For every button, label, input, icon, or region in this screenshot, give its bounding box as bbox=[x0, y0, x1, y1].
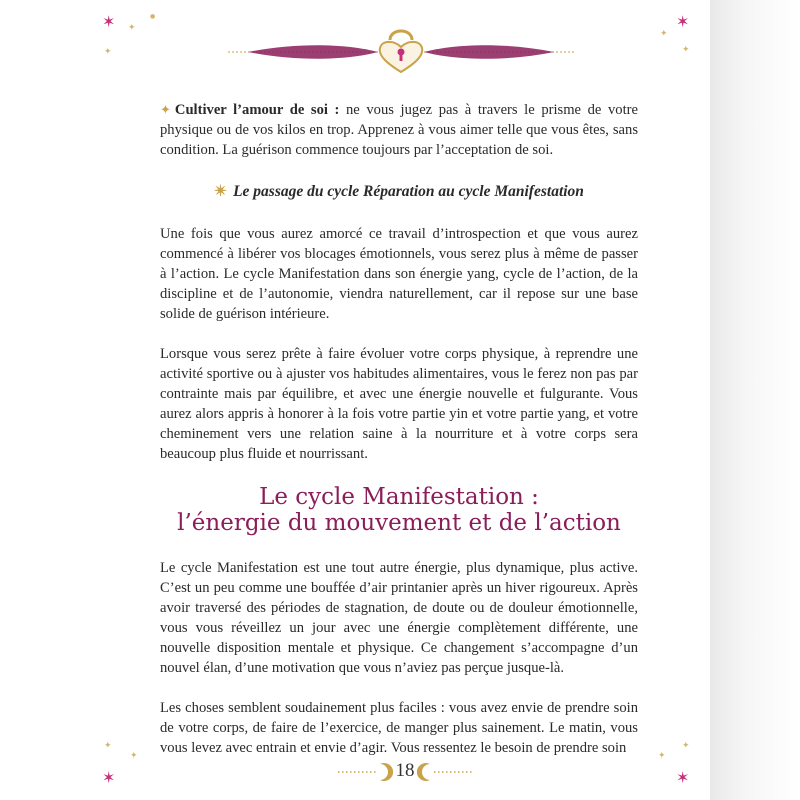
chapter-title-line1: Le cycle Manifestation : bbox=[259, 484, 539, 510]
body-paragraph: Le cycle Manifestation est une tout autre énergie, plus dynamique, plus active. C’est un peu comme une bouffée d’air printanier après un hiver rigoureux. Après avoir traversé des périodes de stagnation, de doute ou de douleur émotionnelle, vous vous réveillez un jour avec une énergie complètement différente, une nouvelle disposition mentale et physique. Ce changement s’accompagne d’un nouvel élan, d’une motivation que vous n’aviez pas perçue jusque-là. bbox=[160, 560, 638, 676]
chapter-title bbox=[160, 484, 638, 536]
corner-star-icon: ✶ bbox=[676, 12, 690, 31]
page-body bbox=[160, 100, 638, 778]
corner-star-icon: ✦ bbox=[128, 23, 136, 33]
body-paragraph: Une fois que vous aurez amorcé ce travail d’introspection et que vous aurez commencé à libérer vos blocages émotionnels, vous serez plus à même de passer à l’action. Le cycle Manifestation dans son énergie yang, cycle de l’action, de la discipline et de l’autonomie, viendra naturellement, car il repose sur une base solide de guérison intérieure. bbox=[160, 226, 638, 322]
sparkle-icon: ✴ bbox=[214, 183, 228, 200]
body-paragraph: Lorsque vous serez prête à faire évoluer votre corps physique, à reprendre une activité sportive ou à ajuster vos habitudes alimentaires, vous le ferez non pas par contrainte mais par équilibre, et avec une énergie nouvelle et fulgurante. Vous aurez alors appris à honorer à la fois votre partie yin et votre partie yang, et votre cheminement vers une relation saine à la nourriture et à votre corps sera beaucoup plus fluide et nourrissant. bbox=[160, 346, 638, 462]
sparkle-icon: ✦ bbox=[160, 102, 171, 117]
corner-star-icon: ✶ bbox=[676, 768, 690, 787]
subheading-text: Le passage du cycle Réparation au cycle Manifestation bbox=[233, 183, 584, 200]
corner-star-icon: ✶ bbox=[102, 768, 116, 787]
chapter-title-line2: l’énergie du mouvement et de l’action bbox=[177, 510, 621, 536]
intro-lead-bold: Cultiver l’amour de soi : bbox=[174, 102, 340, 118]
section-subheading bbox=[160, 182, 638, 202]
corner-star-icon: ✦ bbox=[130, 751, 138, 761]
corner-star-icon: ✦ bbox=[660, 29, 668, 39]
corner-star-icon: ✦ bbox=[682, 45, 690, 55]
intro-paragraph bbox=[160, 100, 638, 160]
page-number: 18 bbox=[395, 760, 415, 781]
padlock-heart-icon bbox=[228, 22, 574, 76]
page-edge-shadow bbox=[710, 0, 800, 800]
corner-star-icon: ● bbox=[150, 13, 156, 20]
intro-lead-text: ne vous jugez pas à travers le prisme de votre physique ou de vos kilos en trop. Apprenez à vous aimer telle que vous êtes, sans condition. La guérison commence toujours par l’acceptation de soi. bbox=[160, 102, 638, 158]
corner-star-icon: ✦ bbox=[658, 751, 666, 761]
corner-star-icon: ✦ bbox=[682, 741, 690, 751]
corner-star-icon: ✦ bbox=[104, 47, 112, 57]
body-paragraph: Les choses semblent soudainement plus faciles : vous avez envie de prendre soin de votre corps, de faire de l’exercice, de manger plus sainement. Le matin, vous vous levez avec entrain et envie d’agir. Vous ressentez le besoin de prendre soin bbox=[160, 700, 638, 756]
corner-star-icon: ✶ bbox=[102, 12, 116, 31]
page-footer bbox=[330, 758, 480, 786]
corner-star-icon: ✦ bbox=[104, 741, 112, 751]
